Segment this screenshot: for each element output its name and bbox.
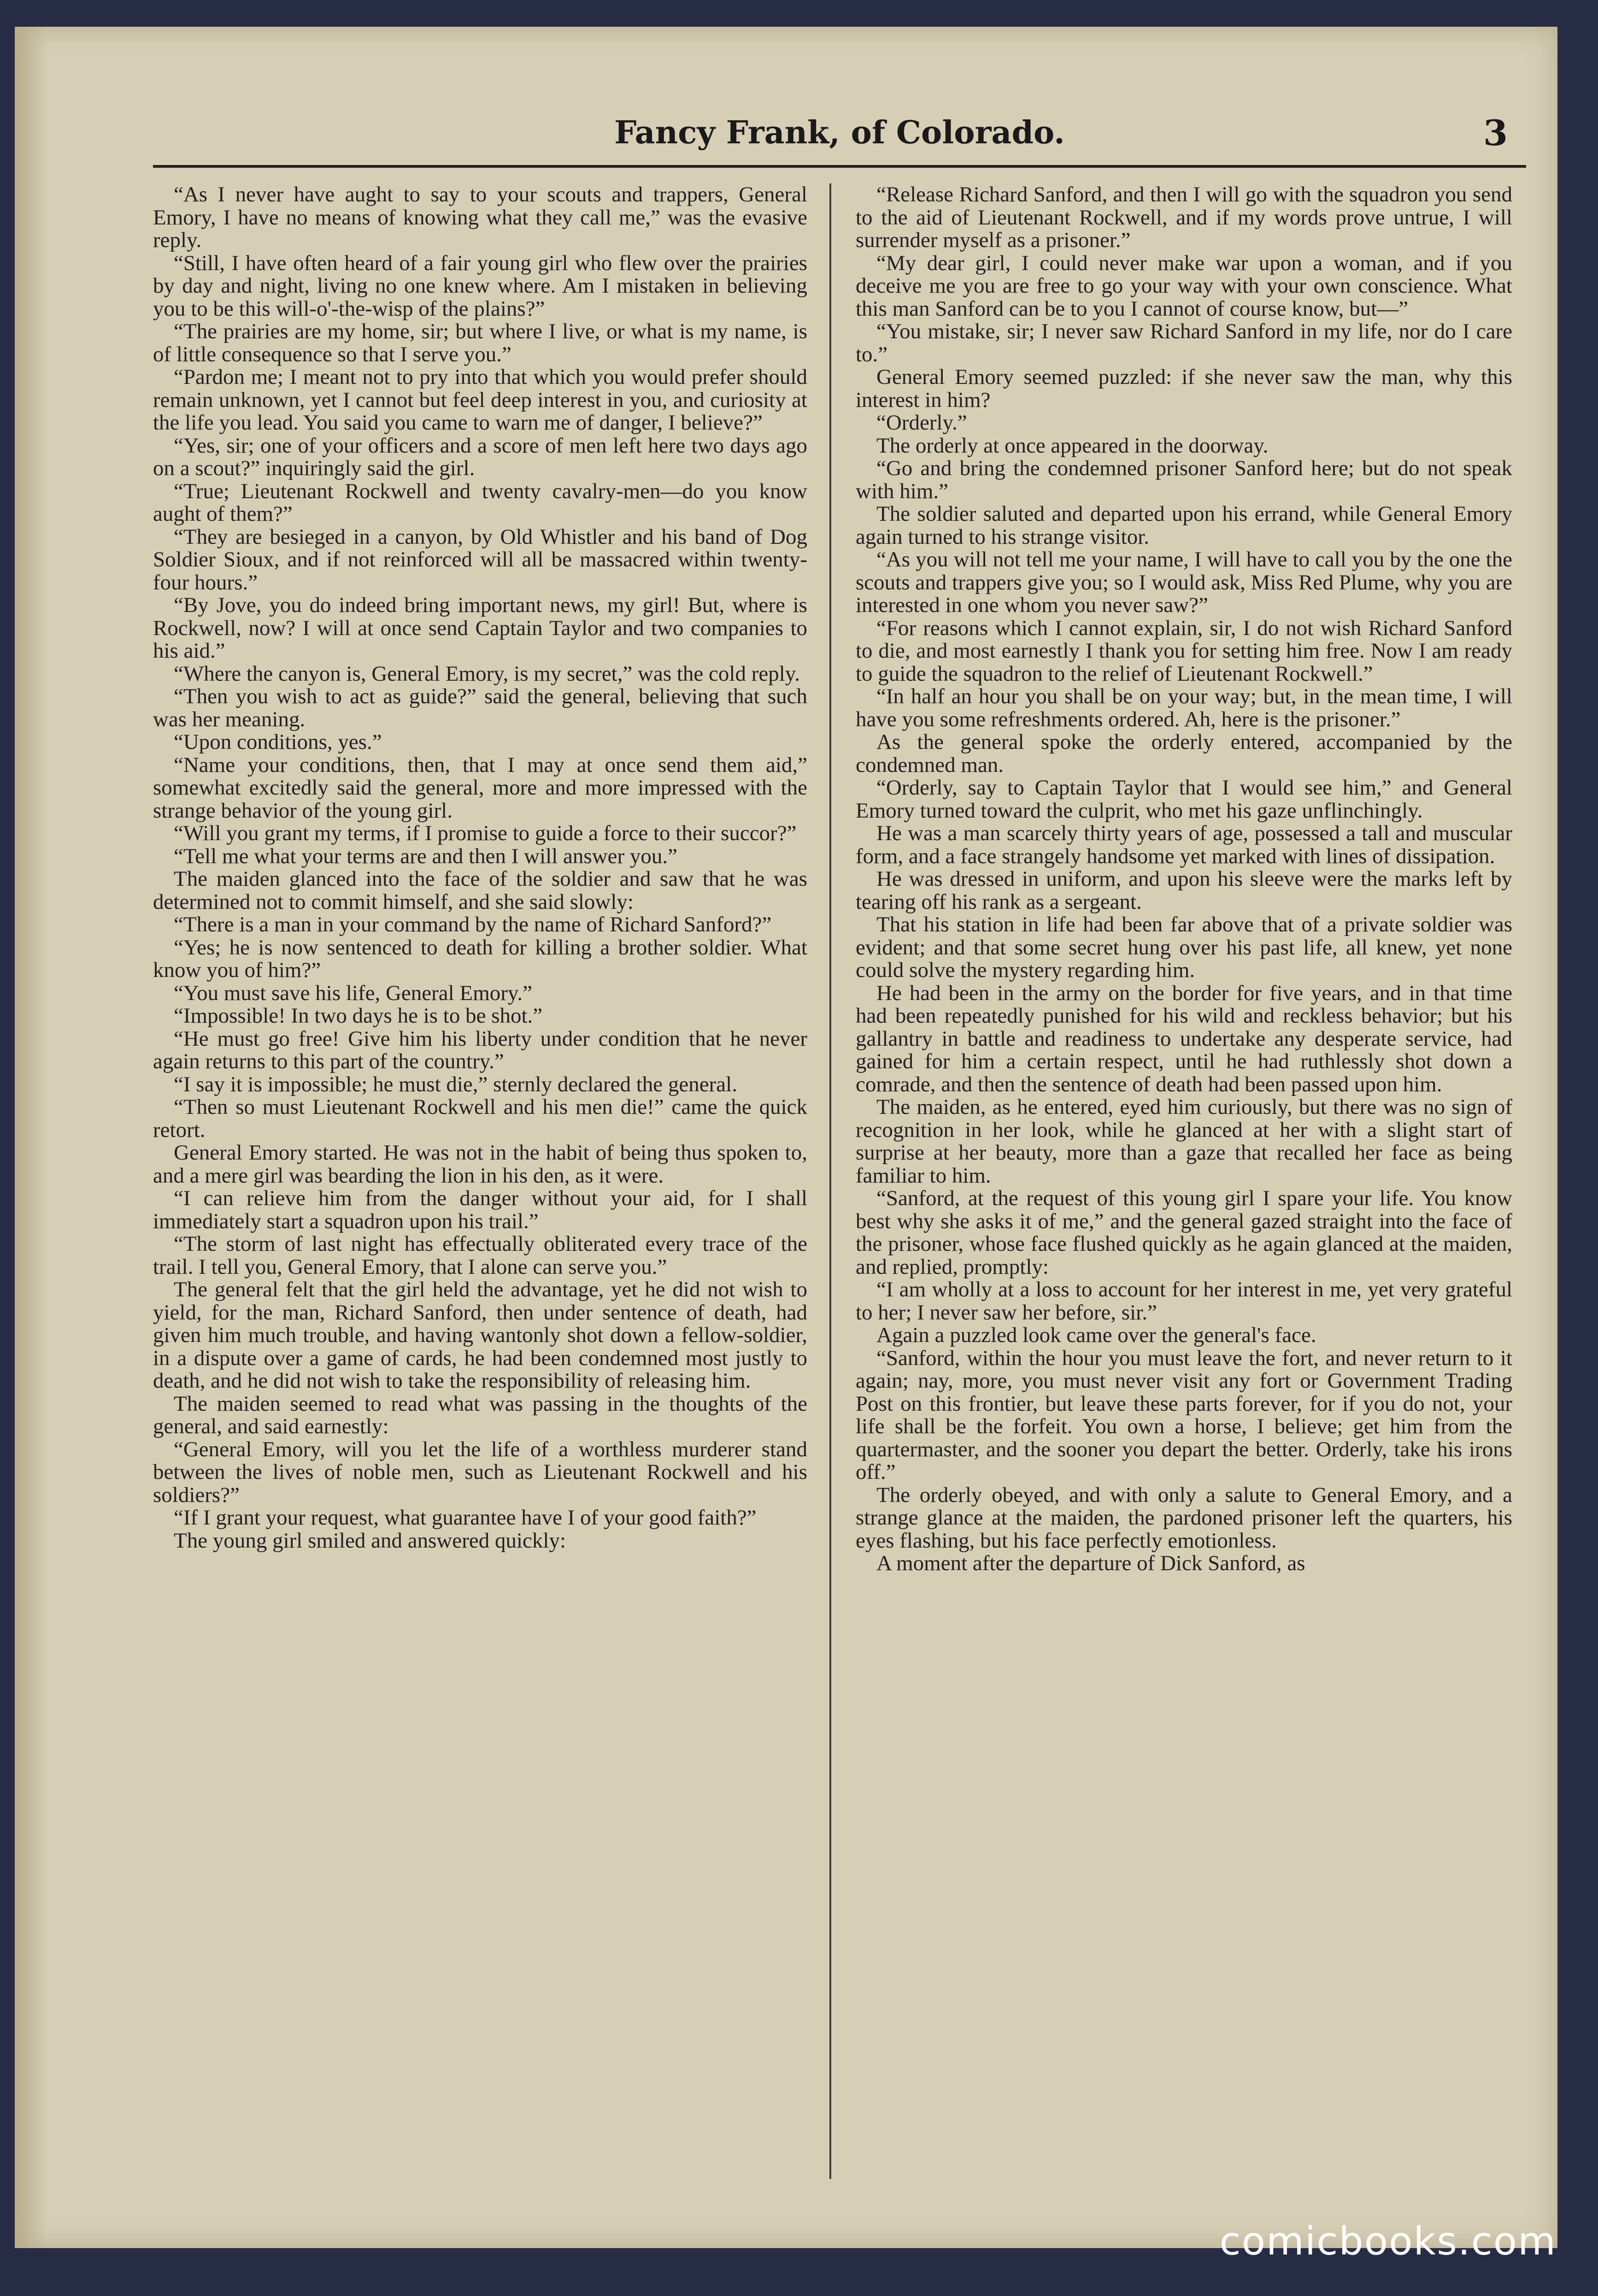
paragraph: “True; Lieutenant Rockwell and twenty cavalry-men—do you know aught of them?” — [153, 479, 807, 526]
left-column — [153, 183, 807, 2179]
paragraph: “I say it is impossible; he must die,” sternly declared the general. — [174, 1072, 737, 1096]
paragraph: “There is a man in your command by the name of Richard Sanford?” — [174, 913, 772, 936]
paragraph: “General Emory, will you let the life of a worthless murderer stand between the lives of noble men, such as Lieutenant Rockwell and his soldiers?” — [153, 1437, 807, 1507]
paragraph: “As I never have aught to say to your scouts and trappers, General Emory, I have no means of knowing what they call me,” was the evasive reply. — [153, 183, 807, 252]
paragraph: “As you will not tell me your name, I will have to call you by the one the scouts and trappers give you; so I would ask, Miss Red Plume, why you are interested in one whom you never saw?” — [856, 548, 1512, 617]
paragraph: General Emory started. He was not in the habit of being thus spoken to, and a mere girl was bearding the lion in his den, as it were. — [153, 1141, 807, 1188]
paragraph: “My dear girl, I could never make war upon a woman, and if you deceive me you are free to go your way with your own conscience. What this man Sanford can be to you I cannot of course know, but—” — [856, 251, 1512, 321]
paragraph: “Release Richard Sanford, and then I will go with the squadron you send to the aid of Lieutenant Rockwell, and if my words prove untrue, I will surrender myself as a prisoner.” — [856, 183, 1512, 252]
paragraph: “Pardon me; I meant not to pry into that which you would prefer should remain unknown, yet I cannot but feel deep interest in you, and curiosity at the life you lead. You said you came to warn me of danger, I believe?” — [153, 365, 807, 435]
paragraph: “Yes; he is now sentenced to death for killing a brother soldier. What know you of him?” — [153, 935, 807, 982]
paragraph: “In half an hour you shall be on your way; but, in the mean time, I will have you some refreshments ordered. Ah, here is the prisoner.” — [856, 684, 1512, 731]
page-number: 3 — [1483, 112, 1508, 153]
paragraph: “For reasons which I cannot explain, sir, I do not wish Richard Sanford to die, and most earnestly I thank you for setting him free. Now I am ready to guide the squadron to the relief of Lieutenant Rockwell.” — [856, 616, 1512, 686]
paragraph: “I am wholly at a loss to account for her interest in me, yet very grateful to her; I never saw her before, sir.” — [856, 1278, 1512, 1325]
right-column — [856, 183, 1512, 2179]
paragraph: “Impossible! In two days he is to be shot.” — [174, 1004, 543, 1028]
paragraph: “Sanford, within the hour you must leave the fort, and never return to it again; nay, more, you must never visit any fort or Government Trading Post on this frontier, but leave these parts forever, for if you do not, your life shall be the forfeit. You own a horse, I believe; get him from the quartermaster, and the sooner you depart the better. Orderly, take his irons off.” — [856, 1346, 1512, 1484]
paragraph: “Go and bring the condemned prisoner Sanford here; but do not speak with him.” — [856, 456, 1512, 503]
paragraph: “Then you wish to act as guide?” said the general, believing that such was her meaning. — [153, 684, 807, 731]
page-header — [153, 100, 1526, 168]
paragraph: He was a man scarcely thirty years of age, possessed a tall and muscular form, and a face strangely handsome yet marked with lines of dissipation. — [856, 821, 1512, 868]
paragraph: “You must save his life, General Emory.” — [174, 981, 532, 1005]
paragraph: “You mistake, sir; I never saw Richard Sanford in my life, nor do I care to.” — [856, 319, 1512, 366]
paragraph: “The prairies are my home, sir; but where I live, or what is my name, is of little consequence so that I serve you.” — [153, 319, 807, 366]
paragraph: “Sanford, at the request of this young girl I spare your life. You know best why she asks it of me,” and the general gazed straight into the face of the prisoner, whose face flushed quickly as he again glanced at the maiden, and replied, promptly: — [856, 1186, 1512, 1279]
paragraph: “Upon conditions, yes.” — [174, 730, 382, 754]
paragraph: As the general spoke the orderly entered, accompanied by the condemned man. — [856, 730, 1512, 777]
paragraph: “Then so must Lieutenant Rockwell and his men die!” came the quick retort. — [153, 1095, 807, 1142]
paragraph: General Emory seemed puzzled: if she never saw the man, why this interest in him? — [856, 365, 1512, 412]
column-divider — [829, 183, 831, 2179]
paragraph: “Name your conditions, then, that I may at once send them aid,” somewhat excitedly said the general, more and more impressed with the strange behavior of the young girl. — [153, 753, 807, 823]
paragraph: “Still, I have often heard of a fair young girl who flew over the prairies by day and night, living no one knew where. Am I mistaken in believing you to be this will-o'-the-wisp of the plains?” — [153, 251, 807, 321]
paragraph: “Will you grant my terms, if I promise to guide a force to their succor?” — [174, 821, 797, 845]
paragraph: “Yes, sir; one of your officers and a score of men left here two days ago on a scout?” inquiringly said the girl. — [153, 433, 807, 480]
paragraph: The maiden, as he entered, eyed him curiously, but there was no sign of recognition in her look, while he glanced at her with a slight start of surprise at her beauty, more than a gaze that recalled her face as being familiar to him. — [856, 1095, 1512, 1188]
paragraph: “Tell me what your terms are and then I will answer you.” — [174, 844, 678, 868]
paragraph: “By Jove, you do indeed bring important news, my girl! But, where is Rockwell, now? I will at once send Captain Taylor and two companies to his aid.” — [153, 593, 807, 663]
page-title: Fancy Frank, of Colorado. — [614, 114, 1065, 151]
paragraph: He was dressed in uniform, and upon his sleeve were the marks left by tearing off his rank as a sergeant. — [856, 867, 1512, 914]
page-edge-shadow — [15, 27, 47, 2248]
paragraph: “The storm of last night has effectually obliterated every trace of the trail. I tell you, General Emory, that I alone can serve you.” — [153, 1232, 807, 1279]
paragraph: He had been in the army on the border for five years, and in that time had been repeatedly punished for his wild and reckless behavior; but his gallantry in battle and readiness to undertake any desperate service, had gained for him a certain respect, until he had ruthlessly shot down a comrade, and then the sentence of death had been passed upon him. — [856, 981, 1512, 1096]
paragraph: That his station in life had been far above that of a private soldier was evident; and that some secret hung over his past life, all knew, yet none could solve the mystery regarding him. — [856, 913, 1512, 982]
paragraph: The orderly obeyed, and with only a salute to General Emory, and a strange glance at the maiden, the pardoned prisoner left the quarters, his eyes flashing, but his face perfectly emotionless. — [856, 1483, 1512, 1553]
paragraph: Again a puzzled look came over the general's face. — [876, 1323, 1316, 1347]
paragraph: The orderly at once appeared in the doorway. — [876, 433, 1269, 458]
paragraph: “He must go free! Give him his liberty under condition that he never again returns to this part of the country.” — [153, 1026, 807, 1073]
paragraph: The general felt that the girl held the advantage, yet he did not wish to yield, for the man, Richard Sanford, then under sentence of death, had given him much trouble, and having wantonly shot down a fellow-soldier, in a dispute over a game of cards, he had been condemned most justly to death, and he did not wish to take the responsibility of releasing him. — [153, 1278, 807, 1393]
watermark-text: comicbooks.com — [1219, 2219, 1557, 2264]
paragraph: The soldier saluted and departed upon his errand, while General Emory again turned to his strange visitor. — [856, 502, 1512, 549]
paragraph: “If I grant your request, what guarantee have I of your good faith?” — [174, 1506, 757, 1530]
paragraph: A moment after the departure of Dick Sanford, as — [876, 1551, 1305, 1575]
paragraph: The maiden glanced into the face of the soldier and saw that he was determined not to commit himself, and she said slowly: — [153, 867, 807, 914]
paragraph: “Orderly.” — [876, 411, 967, 435]
paragraph: “Where the canyon is, General Emory, is my secret,” was the cold reply. — [174, 661, 800, 686]
paragraph: “They are besieged in a canyon, by Old Whistler and his band of Dog Soldier Sioux, and if not reinforced will all be massacred within twenty-four hours.” — [153, 524, 807, 595]
paragraph: “Orderly, say to Captain Taylor that I would see him,” and General Emory turned toward the culprit, who met his gaze unflinchingly. — [856, 776, 1512, 823]
paragraph: The young girl smiled and answered quickly: — [174, 1528, 566, 1553]
paragraph: “I can relieve him from the danger without your aid, for I shall immediately start a squadron upon his trail.” — [153, 1186, 807, 1233]
paragraph: The maiden seemed to read what was passing in the thoughts of the general, and said earnestly: — [153, 1391, 807, 1438]
magazine-page — [15, 27, 1557, 2248]
